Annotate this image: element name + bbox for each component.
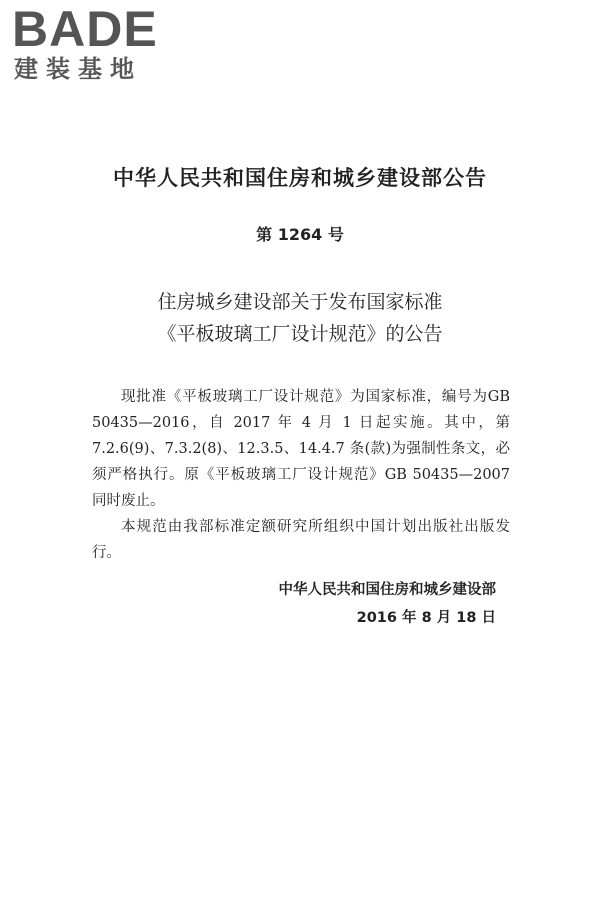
- body-paragraph-2: 本规范由我部标准定额研究所组织中国计划出版社出版发行。: [92, 519, 510, 561]
- announcement-subject: [0, 286, 600, 350]
- signature-block: [279, 576, 497, 632]
- subject-line-1: 住房城乡建设部关于发布国家标准: [157, 291, 443, 313]
- subject-line-2: 《平板玻璃工厂设计规范》的公告: [157, 323, 443, 345]
- logo-subtitle: 建装基地: [14, 55, 142, 83]
- body-paragraph-1: 现批准《平板玻璃工厂设计规范》为国家标准，编号为GB 50435—2016，自 2017 年 4 月 1 日起实施。其中，第 7.2.6(9)、7.3.2(8)、12.3.5、14.4.7 条(款)为强制性条文，必须严格执行。原《平板玻璃工厂设计规范》GB 50435—2007 同时废止。: [92, 389, 510, 509]
- announcement-body: [92, 384, 510, 566]
- logo-wordmark: BADE: [12, 1, 158, 57]
- announcement-number: 第 1264 号: [256, 225, 344, 244]
- bade-logo: [12, 1, 182, 84]
- issuer-name: 中华人民共和国住房和城乡建设部: [278, 582, 496, 598]
- announcement-title: 中华人民共和国住房和城乡建设部公告: [113, 166, 487, 190]
- issue-date: 2016 年 8 月 18 日: [356, 610, 496, 626]
